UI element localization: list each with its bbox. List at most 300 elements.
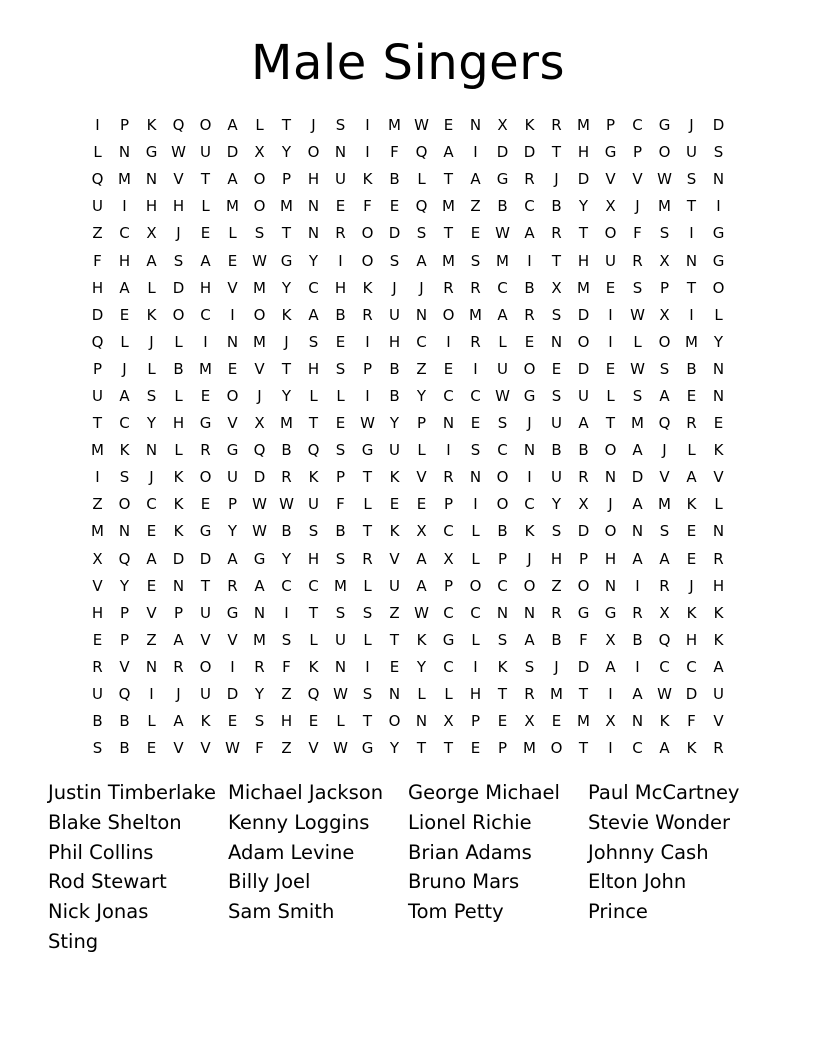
grid-letter[interactable]: N <box>172 576 185 595</box>
grid-letter[interactable]: Q <box>172 116 185 135</box>
grid-letter[interactable]: S <box>713 143 724 162</box>
grid-letter[interactable]: I <box>95 116 100 135</box>
grid-letter[interactable]: A <box>713 657 724 676</box>
grid-letter[interactable]: N <box>307 197 320 216</box>
grid-letter[interactable]: G <box>442 630 455 649</box>
grid-letter[interactable]: K <box>146 116 157 135</box>
grid-letter[interactable]: R <box>632 251 643 270</box>
grid-letter[interactable]: T <box>92 414 103 433</box>
grid-letter[interactable]: N <box>145 657 158 676</box>
grid-letter[interactable]: K <box>686 495 697 514</box>
grid-letter[interactable]: L <box>336 386 345 405</box>
grid-letter[interactable]: X <box>146 224 157 243</box>
grid-letter[interactable]: E <box>551 359 562 378</box>
grid-letter[interactable]: M <box>577 116 590 135</box>
grid-letter[interactable]: I <box>338 251 343 270</box>
grid-letter[interactable]: N <box>550 332 563 351</box>
grid-letter[interactable]: B <box>92 712 103 731</box>
grid-letter[interactable]: I <box>473 143 478 162</box>
grid-letter[interactable]: R <box>551 603 562 622</box>
grid-letter[interactable]: X <box>659 603 670 622</box>
grid-letter[interactable]: A <box>632 549 643 568</box>
grid-letter[interactable]: O <box>253 197 266 216</box>
grid-letter[interactable]: C <box>119 414 130 433</box>
grid-letter[interactable]: Y <box>578 197 589 216</box>
grid-letter[interactable]: N <box>226 332 239 351</box>
grid-letter[interactable]: E <box>686 522 697 541</box>
grid-letter[interactable]: P <box>632 143 643 162</box>
grid-letter[interactable]: E <box>470 739 481 758</box>
grid-letter[interactable]: W <box>252 495 267 514</box>
grid-letter[interactable]: U <box>389 305 400 324</box>
grid-letter[interactable]: V <box>713 468 724 487</box>
grid-letter[interactable]: O <box>361 224 374 243</box>
grid-letter[interactable]: S <box>632 278 643 297</box>
grid-letter[interactable]: L <box>714 495 723 514</box>
grid-letter[interactable]: L <box>147 278 156 297</box>
grid-letter[interactable]: M <box>253 630 266 649</box>
grid-letter[interactable]: A <box>119 278 130 297</box>
grid-letter[interactable]: N <box>523 603 536 622</box>
grid-letter[interactable]: L <box>309 630 318 649</box>
grid-letter[interactable]: X <box>497 116 508 135</box>
grid-letter[interactable]: B <box>281 441 292 460</box>
grid-letter[interactable]: Y <box>254 685 265 704</box>
grid-letter[interactable]: E <box>443 359 454 378</box>
grid-letter[interactable]: U <box>92 197 103 216</box>
grid-letter[interactable]: B <box>551 441 562 460</box>
grid-letter[interactable]: C <box>686 657 697 676</box>
grid-letter[interactable]: A <box>632 495 643 514</box>
grid-letter[interactable]: Z <box>281 685 292 704</box>
grid-letter[interactable]: I <box>716 197 721 216</box>
grid-letter[interactable]: Q <box>307 685 320 704</box>
grid-letter[interactable]: R <box>524 170 535 189</box>
grid-letter[interactable]: A <box>632 441 643 460</box>
grid-letter[interactable]: T <box>389 630 400 649</box>
grid-letter[interactable]: X <box>578 495 589 514</box>
grid-letter[interactable]: B <box>497 197 508 216</box>
grid-letter[interactable]: M <box>226 197 239 216</box>
grid-letter[interactable]: E <box>227 359 238 378</box>
grid-letter[interactable]: M <box>199 359 212 378</box>
grid-letter[interactable]: G <box>145 143 158 162</box>
grid-letter[interactable]: L <box>417 441 426 460</box>
grid-letter[interactable]: L <box>201 197 210 216</box>
grid-letter[interactable]: Y <box>551 495 562 514</box>
grid-letter[interactable]: G <box>361 739 374 758</box>
grid-letter[interactable]: W <box>360 414 375 433</box>
grid-letter[interactable]: B <box>389 386 400 405</box>
grid-letter[interactable]: M <box>253 278 266 297</box>
grid-letter[interactable]: G <box>199 414 212 433</box>
grid-letter[interactable]: Y <box>281 143 292 162</box>
grid-letter[interactable]: O <box>199 116 212 135</box>
grid-letter[interactable]: J <box>122 359 127 378</box>
grid-letter[interactable]: X <box>605 630 616 649</box>
grid-letter[interactable]: E <box>92 630 103 649</box>
grid-letter[interactable]: P <box>497 549 508 568</box>
grid-letter[interactable]: H <box>280 712 293 731</box>
grid-letter[interactable]: D <box>91 305 104 324</box>
grid-letter[interactable]: M <box>631 414 644 433</box>
grid-letter[interactable]: V <box>227 414 238 433</box>
grid-letter[interactable]: T <box>551 251 562 270</box>
grid-letter[interactable]: R <box>443 278 454 297</box>
grid-letter[interactable]: M <box>388 116 401 135</box>
grid-letter[interactable]: E <box>389 657 400 676</box>
grid-letter[interactable]: F <box>687 712 696 731</box>
grid-letter[interactable]: C <box>308 278 319 297</box>
grid-letter[interactable]: L <box>174 332 183 351</box>
grid-letter[interactable]: X <box>659 305 670 324</box>
grid-letter[interactable]: H <box>145 197 158 216</box>
grid-letter[interactable]: O <box>253 170 266 189</box>
grid-letter[interactable]: R <box>470 332 481 351</box>
grid-letter[interactable]: I <box>203 332 208 351</box>
grid-letter[interactable]: E <box>713 414 724 433</box>
grid-letter[interactable]: S <box>146 386 157 405</box>
grid-letter[interactable]: Q <box>91 332 104 351</box>
grid-letter[interactable]: K <box>308 468 319 487</box>
grid-letter[interactable]: A <box>227 549 238 568</box>
grid-letter[interactable]: U <box>497 359 508 378</box>
grid-letter[interactable]: P <box>659 278 670 297</box>
grid-letter[interactable]: T <box>362 468 373 487</box>
grid-letter[interactable]: T <box>200 170 211 189</box>
grid-letter[interactable]: P <box>92 359 103 378</box>
grid-letter[interactable]: A <box>416 576 427 595</box>
grid-letter[interactable]: G <box>199 522 212 541</box>
grid-letter[interactable]: T <box>416 739 427 758</box>
grid-letter[interactable]: J <box>527 549 532 568</box>
grid-letter[interactable]: L <box>120 332 129 351</box>
grid-letter[interactable]: K <box>389 522 400 541</box>
grid-letter[interactable]: P <box>497 739 508 758</box>
grid-letter[interactable]: A <box>416 549 427 568</box>
grid-letter[interactable]: W <box>630 305 645 324</box>
grid-letter[interactable]: P <box>443 495 454 514</box>
grid-letter[interactable]: A <box>686 468 697 487</box>
grid-letter[interactable]: Y <box>308 251 319 270</box>
grid-letter[interactable]: U <box>92 386 103 405</box>
grid-letter[interactable]: B <box>119 712 130 731</box>
grid-letter[interactable]: O <box>172 305 185 324</box>
grid-letter[interactable]: V <box>308 739 319 758</box>
grid-letter[interactable]: H <box>118 251 131 270</box>
grid-letter[interactable]: T <box>281 359 292 378</box>
grid-letter[interactable]: K <box>416 630 427 649</box>
grid-letter[interactable]: N <box>712 522 725 541</box>
grid-letter[interactable]: A <box>416 251 427 270</box>
grid-letter[interactable]: T <box>605 414 616 433</box>
grid-letter[interactable]: Y <box>389 739 400 758</box>
grid-letter[interactable]: C <box>443 603 454 622</box>
grid-letter[interactable]: H <box>712 576 725 595</box>
grid-letter[interactable]: M <box>442 197 455 216</box>
grid-letter[interactable]: S <box>497 630 508 649</box>
grid-letter[interactable]: M <box>577 278 590 297</box>
grid-letter[interactable]: P <box>362 359 373 378</box>
grid-letter[interactable]: N <box>631 712 644 731</box>
grid-letter[interactable]: S <box>659 224 670 243</box>
grid-letter[interactable]: N <box>307 224 320 243</box>
grid-letter[interactable]: V <box>200 739 211 758</box>
grid-letter[interactable]: I <box>635 576 640 595</box>
grid-letter[interactable]: H <box>469 685 482 704</box>
grid-letter[interactable]: G <box>712 224 725 243</box>
grid-letter[interactable]: S <box>362 685 373 704</box>
grid-letter[interactable]: U <box>200 143 211 162</box>
grid-letter[interactable]: N <box>712 386 725 405</box>
grid-letter[interactable]: N <box>145 441 158 460</box>
grid-letter[interactable]: O <box>496 468 509 487</box>
grid-letter[interactable]: R <box>92 657 103 676</box>
grid-letter[interactable]: C <box>524 197 535 216</box>
grid-letter[interactable]: V <box>173 170 184 189</box>
grid-letter[interactable]: C <box>470 386 481 405</box>
grid-letter[interactable]: V <box>227 278 238 297</box>
grid-letter[interactable]: H <box>91 603 104 622</box>
grid-letter[interactable]: U <box>227 468 238 487</box>
grid-letter[interactable]: K <box>173 522 184 541</box>
grid-letter[interactable]: F <box>93 251 102 270</box>
grid-letter[interactable]: T <box>200 576 211 595</box>
grid-letter[interactable]: E <box>524 332 535 351</box>
grid-letter[interactable]: K <box>146 305 157 324</box>
grid-letter[interactable]: S <box>659 522 670 541</box>
grid-letter[interactable]: A <box>632 685 643 704</box>
grid-letter[interactable]: T <box>281 224 292 243</box>
grid-letter[interactable]: B <box>389 359 400 378</box>
grid-letter[interactable]: H <box>307 170 320 189</box>
grid-letter[interactable]: I <box>608 305 613 324</box>
grid-letter[interactable]: Z <box>389 603 400 622</box>
grid-letter[interactable]: M <box>334 576 347 595</box>
grid-letter[interactable]: K <box>119 441 130 460</box>
grid-letter[interactable]: Z <box>416 359 427 378</box>
grid-letter[interactable]: W <box>414 116 429 135</box>
grid-letter[interactable]: S <box>335 441 346 460</box>
grid-letter[interactable]: O <box>658 332 671 351</box>
grid-letter[interactable]: G <box>226 441 239 460</box>
grid-letter[interactable]: K <box>713 603 724 622</box>
grid-letter[interactable]: B <box>119 739 130 758</box>
grid-letter[interactable]: M <box>523 739 536 758</box>
grid-letter[interactable]: X <box>605 712 616 731</box>
grid-letter[interactable]: S <box>470 441 481 460</box>
grid-letter[interactable]: V <box>416 468 427 487</box>
grid-letter[interactable]: R <box>524 305 535 324</box>
grid-letter[interactable]: R <box>713 739 724 758</box>
grid-letter[interactable]: L <box>714 305 723 324</box>
grid-letter[interactable]: O <box>712 278 725 297</box>
grid-letter[interactable]: X <box>443 712 454 731</box>
grid-letter[interactable]: K <box>308 657 319 676</box>
grid-letter[interactable]: H <box>199 278 212 297</box>
grid-letter[interactable]: G <box>577 603 590 622</box>
grid-letter[interactable]: L <box>417 170 426 189</box>
grid-letter[interactable]: H <box>685 630 698 649</box>
grid-letter[interactable]: Y <box>227 522 238 541</box>
grid-letter[interactable]: V <box>146 603 157 622</box>
grid-letter[interactable]: E <box>686 386 697 405</box>
grid-letter[interactable]: K <box>362 278 373 297</box>
grid-letter[interactable]: A <box>227 116 238 135</box>
grid-letter[interactable]: R <box>227 576 238 595</box>
grid-letter[interactable]: I <box>608 685 613 704</box>
grid-letter[interactable]: U <box>92 685 103 704</box>
grid-letter[interactable]: J <box>176 224 181 243</box>
grid-letter[interactable]: M <box>658 197 671 216</box>
grid-letter[interactable]: O <box>118 495 131 514</box>
grid-letter[interactable]: I <box>608 332 613 351</box>
grid-letter[interactable]: L <box>471 630 480 649</box>
grid-letter[interactable]: S <box>254 224 265 243</box>
grid-letter[interactable]: B <box>686 359 697 378</box>
grid-letter[interactable]: P <box>173 603 184 622</box>
grid-letter[interactable]: S <box>308 522 319 541</box>
grid-letter[interactable]: K <box>200 712 211 731</box>
grid-letter[interactable]: T <box>443 170 454 189</box>
grid-letter[interactable]: M <box>91 441 104 460</box>
grid-letter[interactable]: T <box>578 739 589 758</box>
grid-letter[interactable]: L <box>444 685 453 704</box>
grid-letter[interactable]: S <box>632 386 643 405</box>
grid-letter[interactable]: B <box>524 278 535 297</box>
grid-letter[interactable]: A <box>173 630 184 649</box>
grid-letter[interactable]: S <box>470 251 481 270</box>
grid-letter[interactable]: O <box>226 386 239 405</box>
grid-letter[interactable]: K <box>659 712 670 731</box>
grid-letter[interactable]: O <box>496 495 509 514</box>
grid-letter[interactable]: R <box>713 549 724 568</box>
grid-letter[interactable]: B <box>551 197 562 216</box>
grid-letter[interactable]: A <box>173 712 184 731</box>
grid-letter[interactable]: O <box>253 305 266 324</box>
grid-letter[interactable]: O <box>523 359 536 378</box>
grid-letter[interactable]: P <box>443 576 454 595</box>
grid-letter[interactable]: T <box>686 197 697 216</box>
grid-letter[interactable]: U <box>713 685 724 704</box>
grid-letter[interactable]: T <box>362 522 373 541</box>
grid-letter[interactable]: B <box>173 359 184 378</box>
grid-letter[interactable]: D <box>226 143 239 162</box>
grid-letter[interactable]: C <box>416 332 427 351</box>
grid-letter[interactable]: Y <box>281 549 292 568</box>
grid-letter[interactable]: A <box>497 305 508 324</box>
grid-letter[interactable]: I <box>365 657 370 676</box>
grid-letter[interactable]: G <box>361 441 374 460</box>
grid-letter[interactable]: A <box>524 224 535 243</box>
grid-letter[interactable]: L <box>309 386 318 405</box>
grid-letter[interactable]: I <box>689 224 694 243</box>
grid-letter[interactable]: H <box>577 251 590 270</box>
grid-letter[interactable]: R <box>470 278 481 297</box>
grid-letter[interactable]: U <box>335 630 346 649</box>
grid-letter[interactable]: Y <box>389 414 400 433</box>
grid-letter[interactable]: Q <box>658 630 671 649</box>
grid-letter[interactable]: N <box>712 359 725 378</box>
grid-letter[interactable]: I <box>149 685 154 704</box>
grid-letter[interactable]: X <box>92 549 103 568</box>
grid-letter[interactable]: H <box>307 549 320 568</box>
grid-letter[interactable]: M <box>469 305 482 324</box>
grid-letter[interactable]: J <box>419 278 424 297</box>
grid-letter[interactable]: P <box>227 495 238 514</box>
grid-letter[interactable]: E <box>227 251 238 270</box>
grid-letter[interactable]: Z <box>551 576 562 595</box>
grid-letter[interactable]: C <box>308 576 319 595</box>
grid-letter[interactable]: K <box>497 657 508 676</box>
grid-letter[interactable]: Q <box>91 170 104 189</box>
grid-letter[interactable]: S <box>335 116 346 135</box>
grid-letter[interactable]: F <box>579 630 588 649</box>
grid-letter[interactable]: E <box>200 224 211 243</box>
grid-letter[interactable]: A <box>146 549 157 568</box>
grid-letter[interactable]: J <box>554 657 559 676</box>
grid-letter[interactable]: G <box>658 116 671 135</box>
grid-letter[interactable]: O <box>577 332 590 351</box>
grid-letter[interactable]: S <box>524 657 535 676</box>
grid-letter[interactable]: A <box>119 386 130 405</box>
grid-letter[interactable]: X <box>551 278 562 297</box>
grid-letter[interactable]: E <box>227 712 238 731</box>
grid-letter[interactable]: U <box>335 170 346 189</box>
grid-letter[interactable]: L <box>363 495 372 514</box>
grid-letter[interactable]: W <box>414 603 429 622</box>
grid-letter[interactable]: K <box>173 468 184 487</box>
grid-letter[interactable]: M <box>253 332 266 351</box>
grid-letter[interactable]: I <box>122 197 127 216</box>
grid-letter[interactable]: O <box>199 657 212 676</box>
grid-letter[interactable]: I <box>473 657 478 676</box>
grid-letter[interactable]: I <box>446 332 451 351</box>
grid-letter[interactable]: S <box>119 468 130 487</box>
grid-letter[interactable]: U <box>578 386 589 405</box>
grid-letter[interactable]: A <box>470 170 481 189</box>
grid-letter[interactable]: O <box>388 712 401 731</box>
grid-letter[interactable]: J <box>149 468 154 487</box>
grid-letter[interactable]: L <box>498 332 507 351</box>
grid-letter[interactable]: O <box>604 441 617 460</box>
grid-letter[interactable]: R <box>362 305 373 324</box>
grid-letter[interactable]: N <box>415 305 428 324</box>
grid-letter[interactable]: R <box>551 116 562 135</box>
grid-letter[interactable]: S <box>92 739 103 758</box>
grid-letter[interactable]: C <box>524 495 535 514</box>
grid-letter[interactable]: E <box>146 576 157 595</box>
grid-letter[interactable]: M <box>658 495 671 514</box>
grid-letter[interactable]: E <box>605 278 616 297</box>
grid-letter[interactable]: N <box>496 603 509 622</box>
grid-letter[interactable]: B <box>551 630 562 649</box>
grid-letter[interactable]: S <box>551 522 562 541</box>
grid-letter[interactable]: P <box>416 414 427 433</box>
grid-letter[interactable]: Z <box>92 495 103 514</box>
grid-letter[interactable]: U <box>200 603 211 622</box>
grid-letter[interactable]: F <box>336 495 345 514</box>
grid-letter[interactable]: A <box>443 143 454 162</box>
grid-letter[interactable]: E <box>335 332 346 351</box>
grid-letter[interactable]: W <box>630 359 645 378</box>
grid-letter[interactable]: G <box>253 549 266 568</box>
grid-letter[interactable]: E <box>470 224 481 243</box>
grid-letter[interactable]: Q <box>253 441 266 460</box>
grid-letter[interactable]: J <box>392 278 397 297</box>
grid-letter[interactable]: L <box>363 576 372 595</box>
grid-letter[interactable]: R <box>524 685 535 704</box>
